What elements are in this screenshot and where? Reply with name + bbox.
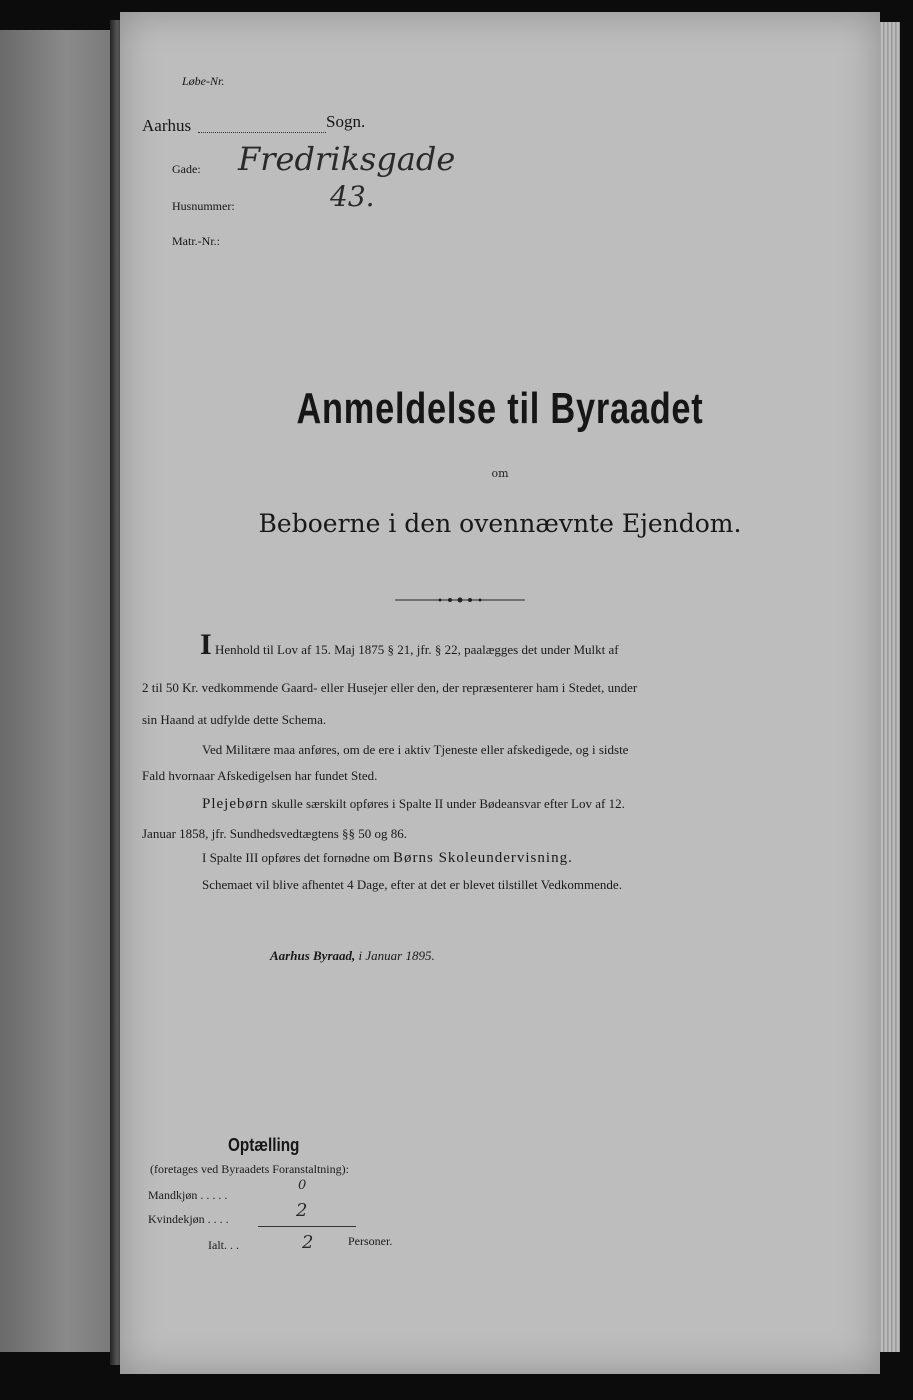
signoff-org: Aarhus Byraad, [270,948,356,963]
p1-line2: 2 til 50 Kr. vedkommende Gaard- eller Husejer eller den, der repræsenterer ham i Stedet, under [142,680,638,695]
left-page [0,30,112,1352]
kvindekjon-value: 2 [296,1200,308,1221]
aarhus-label: Aarhus [142,116,192,135]
signoff [270,948,435,964]
p2-line1: Ved Militære maa anføres, om de ere i aktiv Tjeneste eller afskedigede, og i sidste [202,742,629,757]
p1-line3: sin Haand at udfylde dette Schema. [142,712,327,727]
husnummer-value: 43. [330,180,375,213]
p3-line1: skulle særskilt opføres i Spalte II under Bødeansvar efter Lov af 12. [271,796,625,811]
kvindekjon-label: Kvindekjøn . . . . [148,1212,229,1226]
husnummer-label: Husnummer: [172,199,235,213]
sogn-dotline [198,132,326,133]
p5-line1: Schemaet vil blive afhentet 4 Dage, efter at det er blevet tilstillet Vedkommende. [202,877,622,892]
signoff-date: i Januar 1895. [358,948,435,963]
ialt-label: Ialt. . . [208,1238,239,1252]
personer-label: Personer. [348,1234,393,1248]
p3-lead: Plejebørn [202,796,269,812]
ialt-value: 2 [302,1232,314,1253]
optaelling-subtitle: (foretages ved Byraadets Foranstaltning): [150,1162,349,1176]
mandkjon-value: 0 [298,1178,307,1193]
sum-rule [258,1226,356,1227]
p4-text: I Spalte III opføres det fornødne om [202,850,390,865]
document-page [120,12,880,1374]
sogn-label: Sogn. [326,112,366,131]
gade-label: Gade: [172,162,201,176]
p4-emph: Børns Skoleundervisning. [392,850,573,866]
lobe-nr-label: Løbe-Nr. [182,74,225,88]
p3-line2: Januar 1858, jfr. Sundhedsvedtægtens §§ 50 og 86. [142,826,408,841]
initial-letter: I [200,628,212,661]
matr-label: Matr.-Nr.: [172,234,220,248]
document-subtitle: Beboerne i den ovennævnte Ejendom. [258,509,742,538]
mandkjon-label: Mandkjøn . . . . . [148,1188,228,1202]
gade-value: Fredriksgade [238,140,456,178]
p2-line2: Fald hvornaar Afskedigelsen har fundet Sted. [142,768,378,783]
p1-line1: Henhold til Lov af 15. Maj 1875 § 21, jfr. § 22, paalægges det under Mulkt af [214,642,619,657]
ornament-divider [395,595,525,605]
om-text: om [491,467,509,480]
optaelling-title: Optælling [228,1135,300,1155]
document-title: Anmeldelse til Byraadet [296,384,704,433]
